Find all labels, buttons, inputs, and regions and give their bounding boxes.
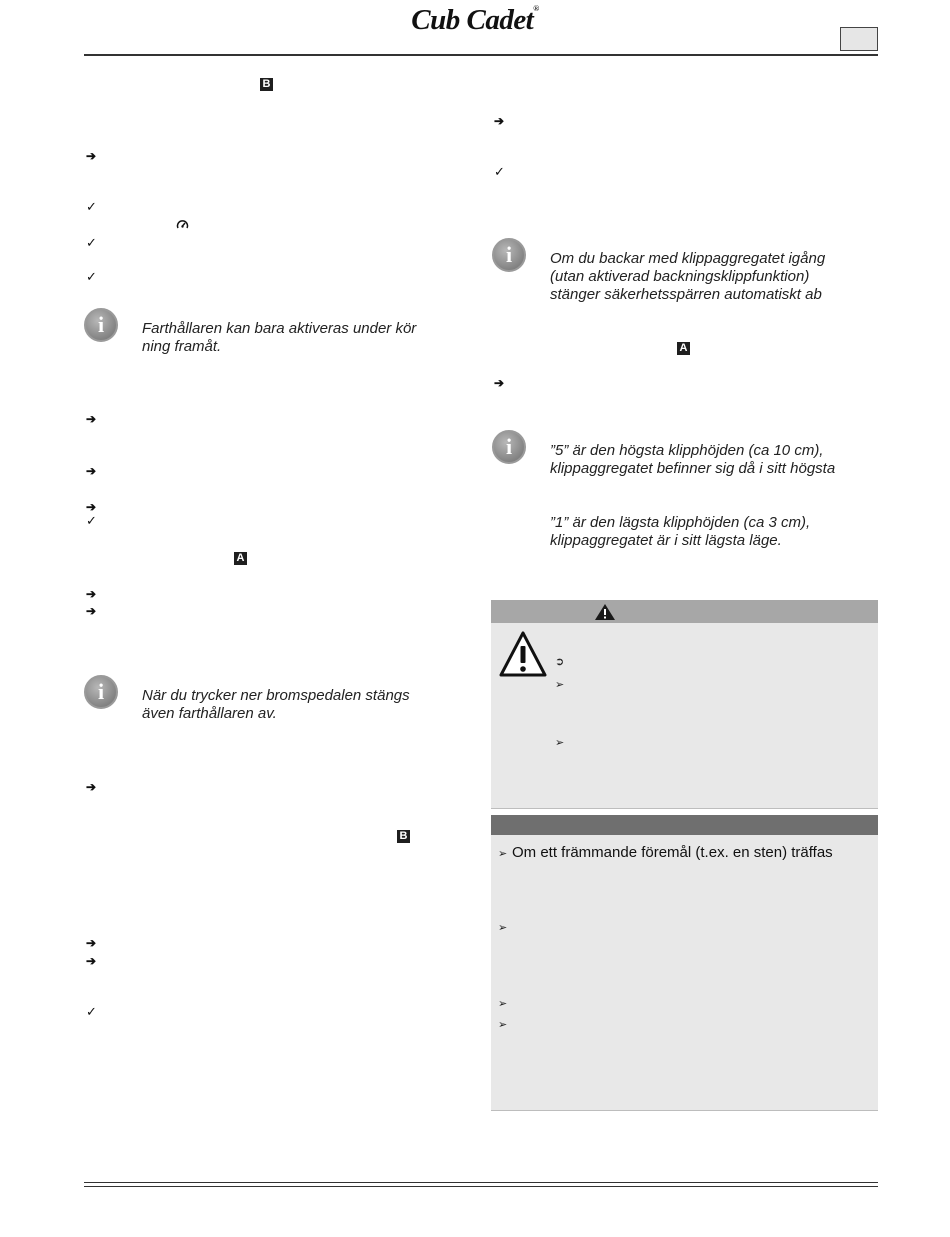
check-bullet: ✓: [86, 235, 97, 250]
info-icon: i: [492, 430, 526, 464]
arrow-bullet: ➔: [86, 587, 97, 601]
pointer-bullet: ➢: [498, 922, 508, 934]
note-highest-cut: ”5” är den högsta klipphöjden (ca 10 cm), klippaggregatet befinner sig då i sitt högsta: [550, 442, 836, 477]
arrow-bullet: ➔: [494, 376, 505, 390]
warning-small-icon: [594, 603, 616, 621]
warning-triangle-icon: [498, 630, 548, 678]
badge-b-low: B: [397, 830, 410, 843]
brand-name: Cub Cadet: [411, 4, 534, 36]
pointer-bullet: ➢: [498, 998, 508, 1010]
note-lowest-cut: ”1” är den lägsta klipphöjden (ca 3 cm), klippaggregatet är i sitt lägsta läge.: [550, 514, 811, 549]
arrow-bullet: ➔: [86, 500, 97, 514]
check-bullet: ✓: [86, 199, 97, 214]
arrow-bullet: ➔: [86, 149, 97, 163]
arrow-bullet: ➔: [86, 412, 97, 426]
check-bullet: ✓: [86, 269, 97, 284]
notice-header: [491, 815, 878, 835]
arrow-bullet: ➔: [86, 780, 97, 794]
brand-logo: [0, 4, 950, 37]
note-cruise-forward: Farthållaren kan bara aktiveras under kör ning framåt.: [142, 320, 417, 355]
registered-mark: ®: [533, 4, 539, 13]
arrow-bullet: ➔: [86, 464, 97, 478]
note-brake-pedal: När du trycker ner bromspedalen stängs även farthållaren av.: [142, 687, 410, 722]
arrow-bullet: ➔: [86, 604, 97, 618]
badge-a: A: [677, 342, 690, 355]
warning-panel: [491, 600, 878, 809]
check-bullet: ✓: [86, 1004, 97, 1019]
footer-rule-bottom: [84, 1186, 878, 1187]
check-bullet: ✓: [86, 513, 97, 528]
note-reverse-mowing: Om du backar med klippaggregatet igång (utan aktiverad backningsklippfunktion) stänger säkerhetsspärren automatiskt ab: [550, 250, 826, 303]
badge-a-mid: A: [234, 552, 247, 565]
badge-b-top: B: [260, 78, 273, 91]
pointer-bullet: ➢: [555, 737, 565, 749]
language-box: [840, 27, 878, 51]
info-icon: i: [84, 675, 118, 709]
info-icon: i: [84, 308, 118, 342]
arrow-bullet: ➔: [86, 954, 97, 968]
warning-header: [491, 600, 878, 623]
circle-arrow-icon: ➲: [555, 656, 565, 668]
header-rule: [84, 54, 878, 56]
footer-rule-top: [84, 1182, 878, 1183]
check-bullet: ✓: [494, 164, 505, 179]
pointer-bullet: ➢: [498, 848, 508, 860]
pointer-bullet: ➢: [555, 679, 565, 691]
arrow-bullet: ➔: [86, 936, 97, 950]
arrow-bullet: ➔: [494, 114, 505, 128]
notice-panel: [491, 815, 878, 1111]
pointer-bullet: ➢: [498, 1019, 508, 1031]
cruise-control-icon: [176, 219, 189, 231]
notice-foreign-object: Om ett främmande föremål (t.ex. en sten) träffas: [512, 844, 833, 861]
info-icon: i: [492, 238, 526, 272]
